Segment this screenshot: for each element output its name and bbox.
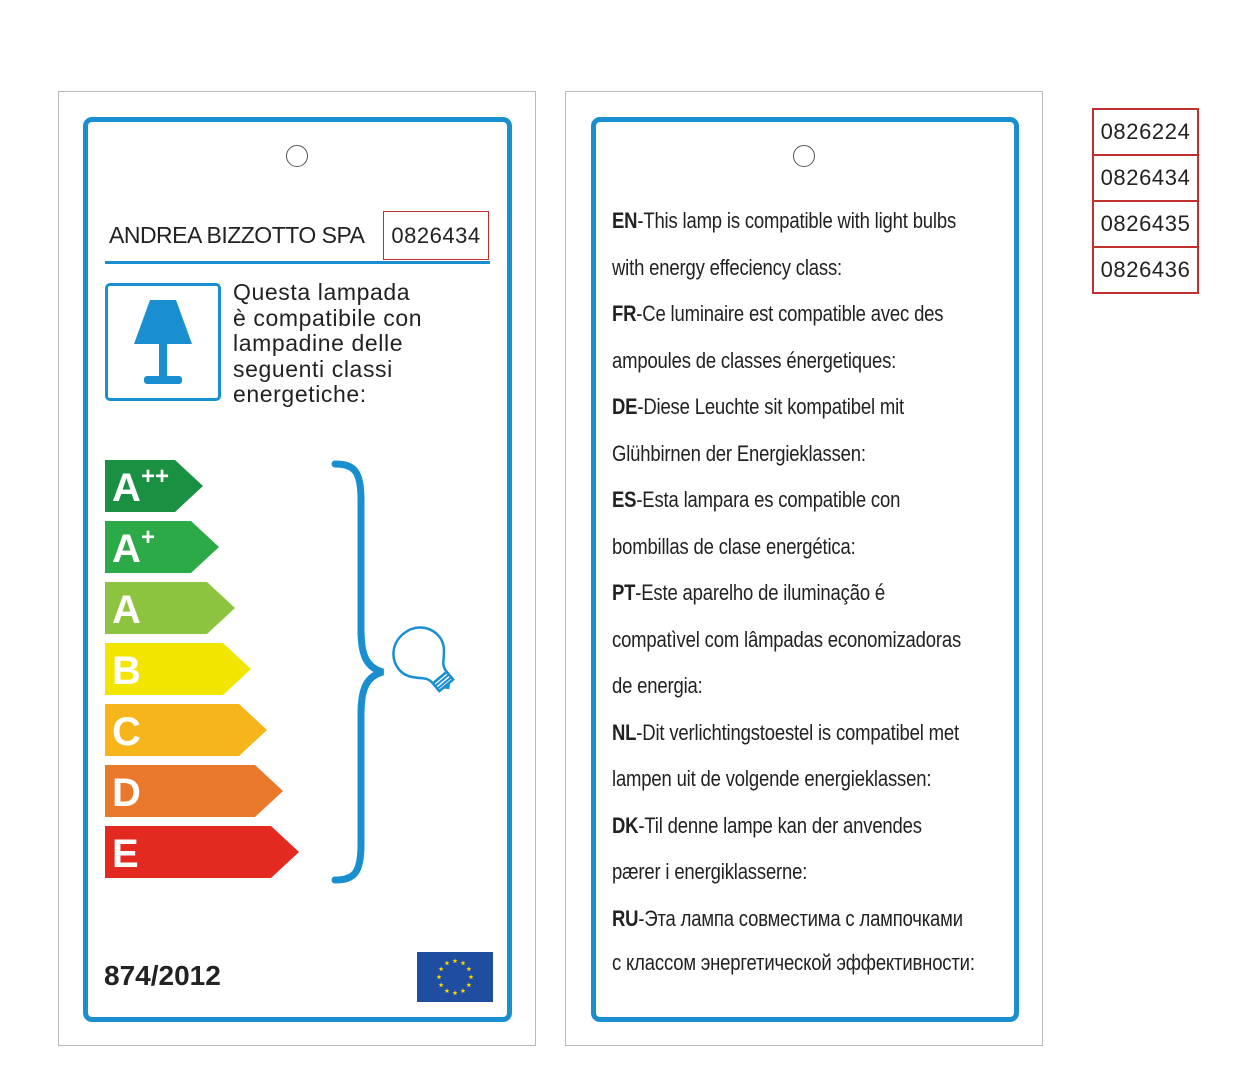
language-text: -Diese Leuchte sit kompatibel mit bbox=[637, 394, 904, 419]
language-text: de energia: bbox=[612, 673, 703, 698]
divider bbox=[105, 261, 490, 264]
language-line bbox=[612, 617, 962, 664]
language-line bbox=[612, 710, 959, 757]
energy-class-letter: A bbox=[112, 588, 141, 632]
language-text: -This lamp is compatible with light bulbs bbox=[637, 208, 957, 233]
language-code: NL bbox=[612, 719, 637, 745]
language-code: EN bbox=[612, 208, 638, 233]
language-code: DK bbox=[612, 812, 639, 838]
intro-line: lampadine delle bbox=[233, 330, 404, 356]
energy-class-arrow bbox=[105, 582, 235, 634]
language-line bbox=[612, 524, 956, 571]
energy-class-arrow bbox=[105, 460, 203, 512]
intro-line: seguenti classi bbox=[233, 355, 393, 382]
language-line bbox=[612, 198, 956, 245]
lamp-icon-box bbox=[105, 283, 221, 401]
product-codes-list bbox=[1092, 108, 1199, 294]
energy-class-letter: D bbox=[112, 771, 141, 815]
light-bulb-icon bbox=[385, 620, 465, 700]
intro-line: energetiche: bbox=[233, 381, 367, 407]
energy-class-superscript: ++ bbox=[141, 463, 170, 490]
intro-line: è compatibile con bbox=[233, 304, 423, 331]
table-lamp-icon bbox=[108, 286, 218, 398]
language-line bbox=[612, 849, 956, 896]
eu-flag-icon bbox=[417, 952, 493, 1002]
energy-label-back bbox=[565, 91, 1043, 1046]
language-text: с классом энергетической эффективности: bbox=[612, 950, 975, 975]
intro-text bbox=[233, 280, 473, 408]
language-text: ampoules de classes énergetiques: bbox=[612, 347, 897, 373]
language-line bbox=[612, 896, 963, 943]
intro-line: Questa lampada bbox=[233, 279, 411, 305]
language-line bbox=[612, 431, 956, 478]
energy-class-letter: E bbox=[112, 832, 139, 876]
energy-class-letter: C bbox=[112, 710, 141, 754]
product-code-box: 0826434 bbox=[383, 211, 489, 260]
language-line bbox=[612, 384, 956, 431]
multilingual-text bbox=[612, 198, 1022, 984]
language-code: DE bbox=[612, 394, 638, 419]
regulation-number: 874/2012 bbox=[104, 960, 221, 991]
language-line bbox=[612, 803, 956, 850]
hang-hole bbox=[793, 145, 815, 167]
language-line bbox=[612, 245, 956, 292]
language-code: ES bbox=[612, 487, 637, 512]
language-line bbox=[612, 663, 956, 710]
language-text: lampen uit de volgende energieklassen: bbox=[612, 766, 932, 791]
language-text: -Ce luminaire est compatible avec des bbox=[636, 301, 944, 326]
language-line bbox=[612, 291, 956, 338]
language-text: with energy effeciency class: bbox=[612, 254, 843, 280]
hang-hole bbox=[286, 145, 308, 167]
language-code: PT bbox=[612, 580, 636, 605]
language-text: pærer i energiklasserne: bbox=[612, 859, 808, 884]
brace-icon bbox=[329, 460, 389, 884]
energy-class-letter: A bbox=[112, 466, 141, 510]
product-code: 0826435 bbox=[1092, 200, 1199, 248]
product-code: 0826436 bbox=[1092, 246, 1199, 294]
energy-class-superscript: + bbox=[141, 524, 156, 551]
language-code: RU bbox=[612, 905, 639, 931]
product-code: 0826224 bbox=[1092, 108, 1199, 156]
language-line bbox=[612, 756, 956, 803]
language-text: -Dit verlichtingstoestel is compatibel met bbox=[636, 719, 959, 745]
language-text: bombillas de clase energética: bbox=[612, 533, 856, 559]
language-text: -Esta lampara es compatible con bbox=[636, 487, 901, 512]
energy-class-arrow bbox=[105, 765, 283, 817]
language-code: FR bbox=[612, 301, 637, 326]
language-text: -Til denne lampe kan der anvendes bbox=[638, 812, 922, 838]
energy-class-arrow bbox=[105, 643, 251, 695]
energy-class-arrow bbox=[105, 521, 219, 573]
language-line bbox=[612, 570, 956, 617]
energy-label-front bbox=[58, 91, 536, 1046]
language-line bbox=[612, 942, 975, 984]
product-code: 0826434 bbox=[1092, 154, 1199, 202]
language-text: Glühbirnen der Energieklassen: bbox=[612, 440, 866, 466]
energy-class-letter: A bbox=[112, 527, 141, 571]
company-name: ANDREA BIZZOTTO SPA bbox=[109, 222, 365, 248]
energy-class-arrow bbox=[105, 826, 299, 878]
language-text: -Эта лампа совместима с лампочками bbox=[638, 905, 963, 931]
language-line bbox=[612, 477, 956, 524]
energy-class-letter: B bbox=[112, 649, 141, 693]
energy-class-arrow bbox=[105, 704, 267, 756]
language-line bbox=[612, 338, 956, 385]
language-text: -Este aparelho de iluminação é bbox=[635, 580, 886, 605]
language-text: compatìvel com lâmpadas economizadoras bbox=[612, 626, 962, 652]
